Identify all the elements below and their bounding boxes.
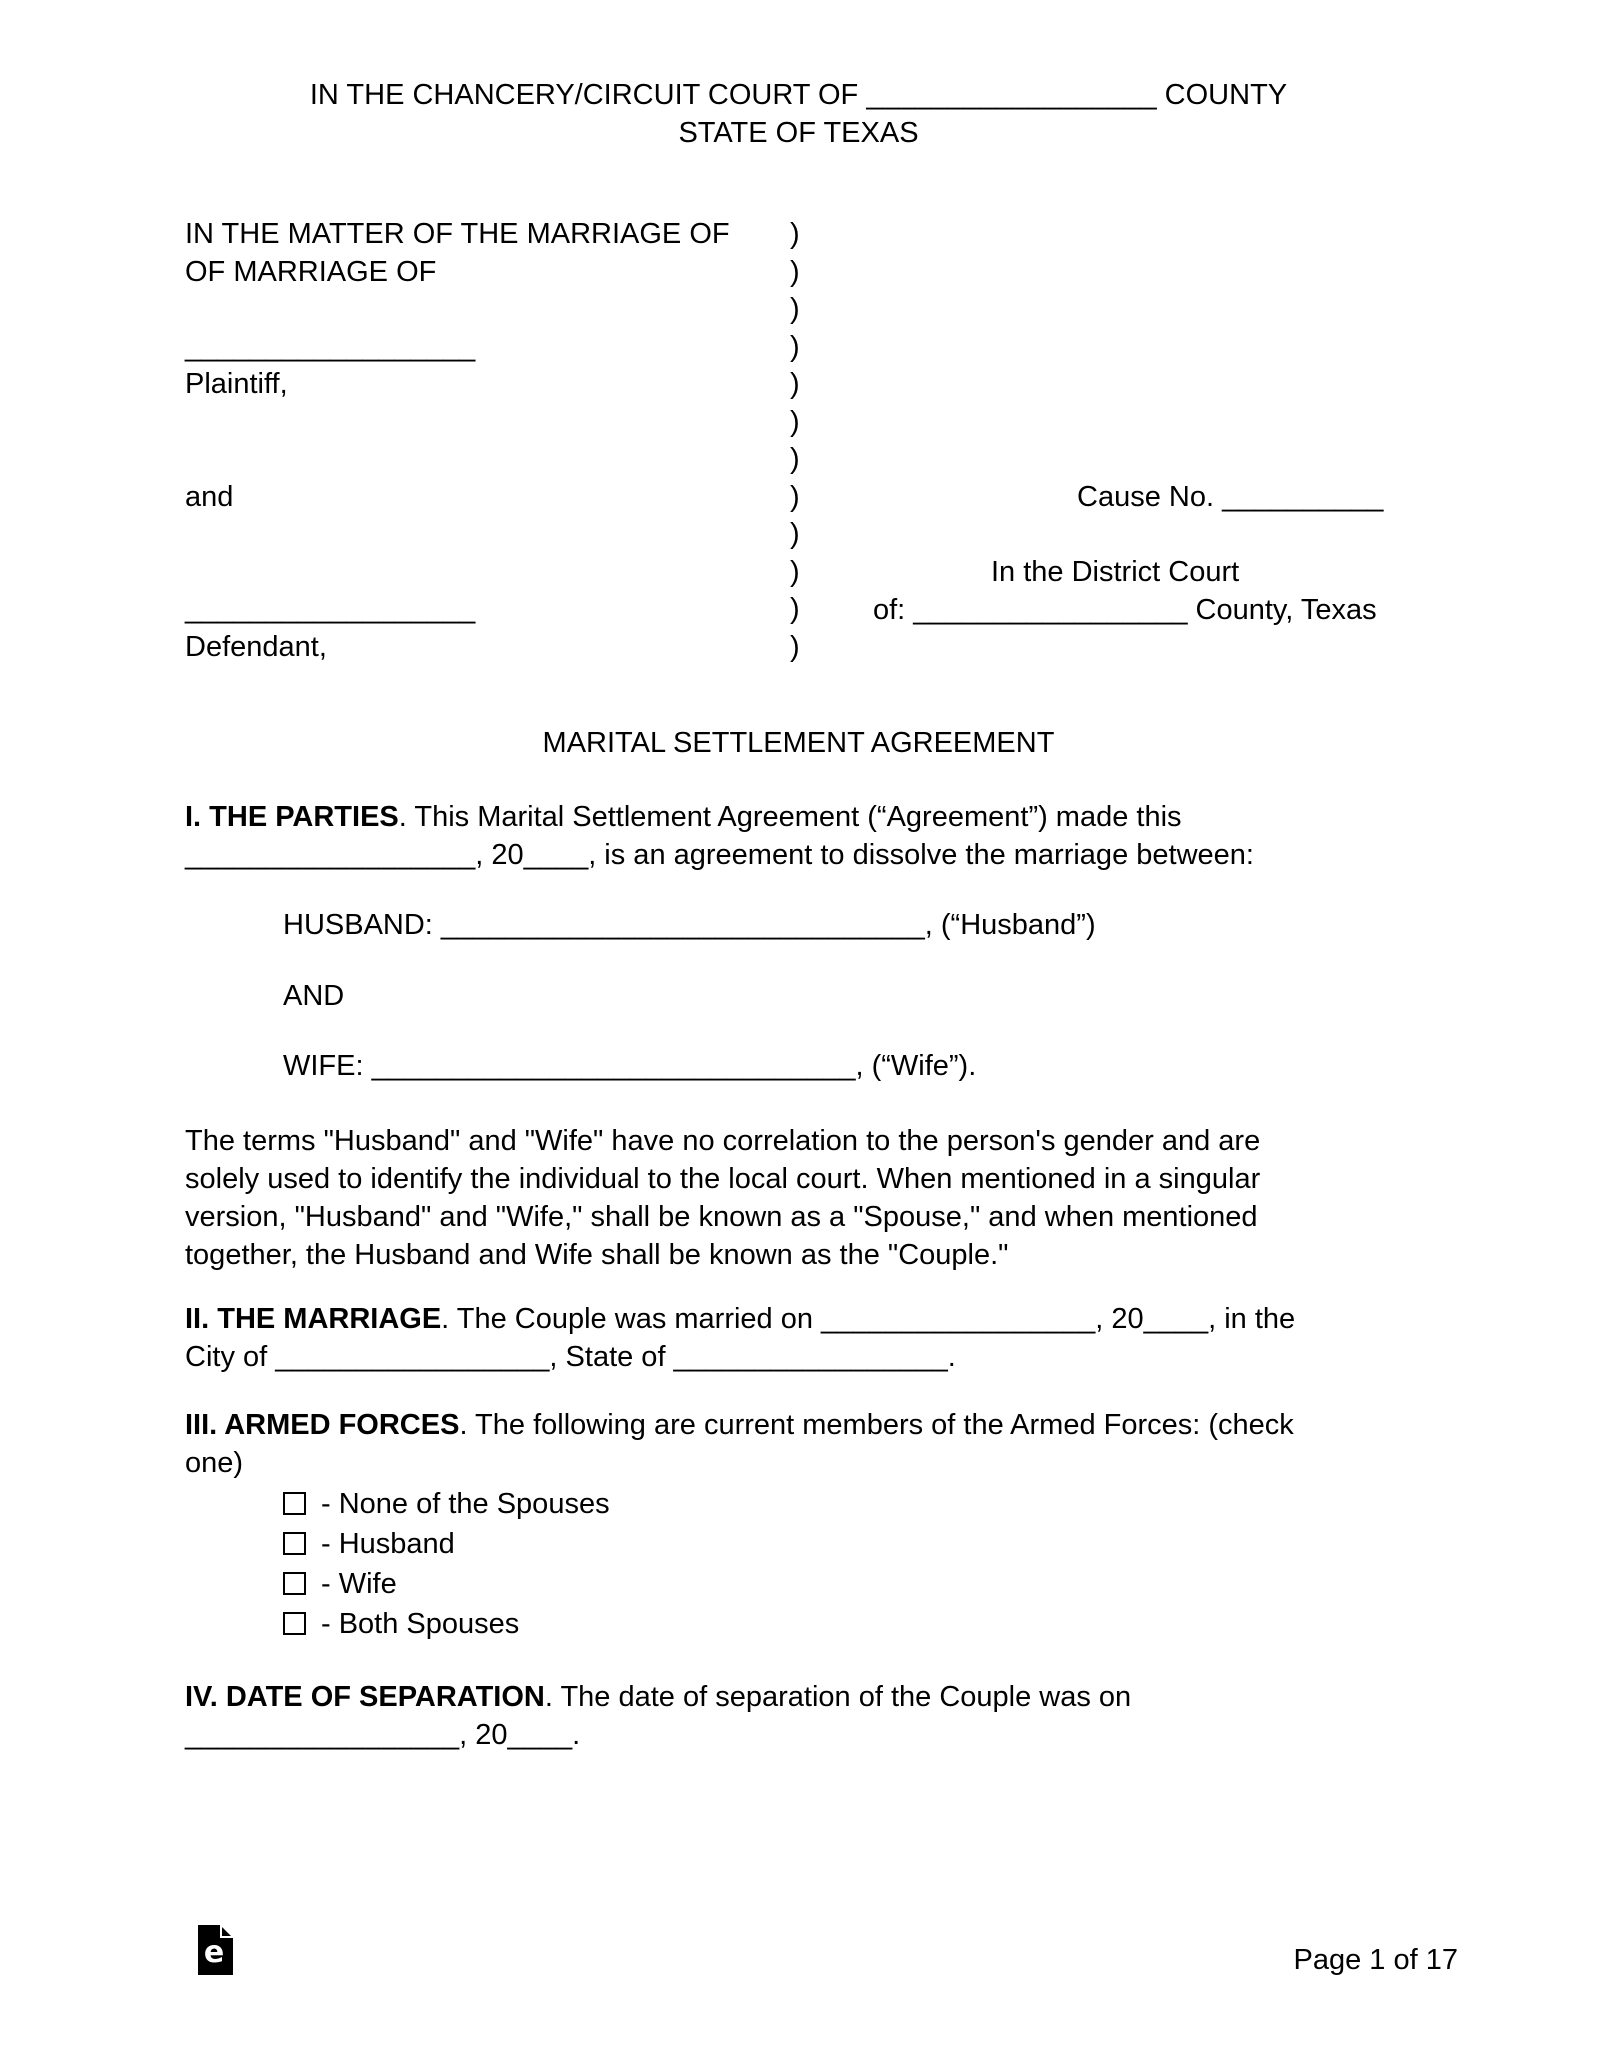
and-separator: and <box>185 480 234 513</box>
section-marriage <box>185 1300 1465 1376</box>
checkbox-wife[interactable] <box>283 1572 306 1595</box>
plaintiff-label: Plaintiff, <box>185 368 288 400</box>
court-header <box>185 76 1412 152</box>
armed-forces-options <box>283 1484 610 1644</box>
caption-paren: ) <box>790 368 800 400</box>
defendant-label: Defendant, <box>185 630 327 663</box>
and-label: AND <box>283 980 345 1012</box>
section-separation-line1: IV. DATE OF SEPARATION. The date of separation of the Couple was on <box>185 1681 1132 1713</box>
section-separation-line2: _________________, 20____. <box>185 1719 581 1751</box>
caption-row <box>185 516 845 554</box>
caption-paren: ) <box>790 593 800 625</box>
section-parties <box>185 798 1465 874</box>
caption-row <box>185 554 845 592</box>
section-parties-line2: __________________, 20____, is an agreement to dissolve the marriage between: <box>185 839 1254 871</box>
section-parties-line1: I. THE PARTIES. This Marital Settlement Agreement (“Agreement”) made this <box>185 801 1182 833</box>
section-marriage-line1: II. THE MARRIAGE. The Couple was married on _________________, 20____, in the <box>185 1303 1296 1335</box>
option-wife <box>283 1564 610 1604</box>
husband-name-line: HUSBAND: ______________________________, (“Husband”) <box>283 909 1096 941</box>
section-date-of-separation <box>185 1678 1465 1754</box>
logo-letter: e <box>203 1935 225 1970</box>
caption-paren: ) <box>790 255 800 288</box>
section-separation-heading: IV. DATE OF SEPARATION <box>185 1681 545 1713</box>
caption-left-text: IN THE MATTER OF THE MARRIAGE OF <box>185 218 730 250</box>
option-none-of-spouses <box>283 1484 610 1524</box>
section-marriage-heading: II. THE MARRIAGE <box>185 1303 442 1335</box>
caption-left-text: OF MARRIAGE OF <box>185 255 437 288</box>
section-marriage-line2: City of _________________, State of _________________. <box>185 1341 956 1373</box>
caption-row <box>185 366 845 404</box>
caption-paren: ) <box>790 443 800 475</box>
wife-name-line: WIFE: ______________________________, (“Wife”). <box>283 1050 977 1082</box>
caption-row <box>185 216 845 254</box>
district-court-line: In the District Court <box>991 556 1240 588</box>
option-label: - Both Spouses <box>321 1608 520 1640</box>
caption-paren: ) <box>790 555 800 588</box>
checkbox-none-of-spouses[interactable] <box>283 1492 306 1515</box>
section-armed-line2: one) <box>185 1447 244 1479</box>
court-line: IN THE CHANCERY/CIRCUIT COURT OF __________________ COUNTY <box>309 79 1288 111</box>
caption-paren: ) <box>790 630 800 663</box>
caption-paren: ) <box>790 330 800 363</box>
defendant-name-blank: __________________ <box>185 593 476 625</box>
section-armed-forces <box>185 1406 1465 1482</box>
document-title: MARITAL SETTLEMENT AGREEMENT <box>542 727 1055 759</box>
option-label: - Wife <box>321 1568 397 1600</box>
option-label: - Husband <box>321 1528 455 1560</box>
cause-number-line: Cause No. __________ <box>1077 481 1384 513</box>
checkbox-husband[interactable] <box>283 1532 306 1555</box>
caption-paren: ) <box>790 218 800 250</box>
caption-paren: ) <box>790 480 800 513</box>
county-state-line: of: _________________ County, Texas <box>873 594 1377 626</box>
option-husband <box>283 1524 610 1564</box>
caption-row <box>185 404 845 442</box>
caption-row <box>185 329 845 367</box>
checkbox-both-spouses[interactable] <box>283 1612 306 1635</box>
caption-row <box>185 254 845 292</box>
caption-row <box>185 591 845 629</box>
caption-row <box>185 479 845 517</box>
option-label: - None of the Spouses <box>321 1488 610 1520</box>
caption-paren: ) <box>790 293 800 325</box>
state-line: STATE OF TEXAS <box>678 117 919 149</box>
plaintiff-name-blank: __________________ <box>185 330 476 363</box>
caption-row <box>185 441 845 479</box>
caption-paren: ) <box>790 518 800 550</box>
option-both-spouses <box>283 1604 610 1644</box>
section-armed-line1: III. ARMED FORCES. The following are current members of the Armed Forces: (check <box>185 1409 1294 1441</box>
page-number: Page 1 of 17 <box>1293 1944 1458 1976</box>
gender-terms-paragraph: The terms "Husband" and "Wife" have no correlation to the person's gender and are solely used to identify the individual to the local court. When mentioned in a singular version, "Husband" and "Wife," shall be known as a "Spouse," and when mentioned together, the Husband and Wife shall be known as the "Couple." <box>185 1125 1261 1271</box>
case-caption <box>185 216 845 666</box>
caption-row <box>185 291 845 329</box>
section-armed-heading: III. ARMED FORCES <box>185 1409 460 1441</box>
section-parties-heading: I. THE PARTIES <box>185 801 399 833</box>
caption-row <box>185 629 845 667</box>
caption-paren: ) <box>790 405 800 438</box>
